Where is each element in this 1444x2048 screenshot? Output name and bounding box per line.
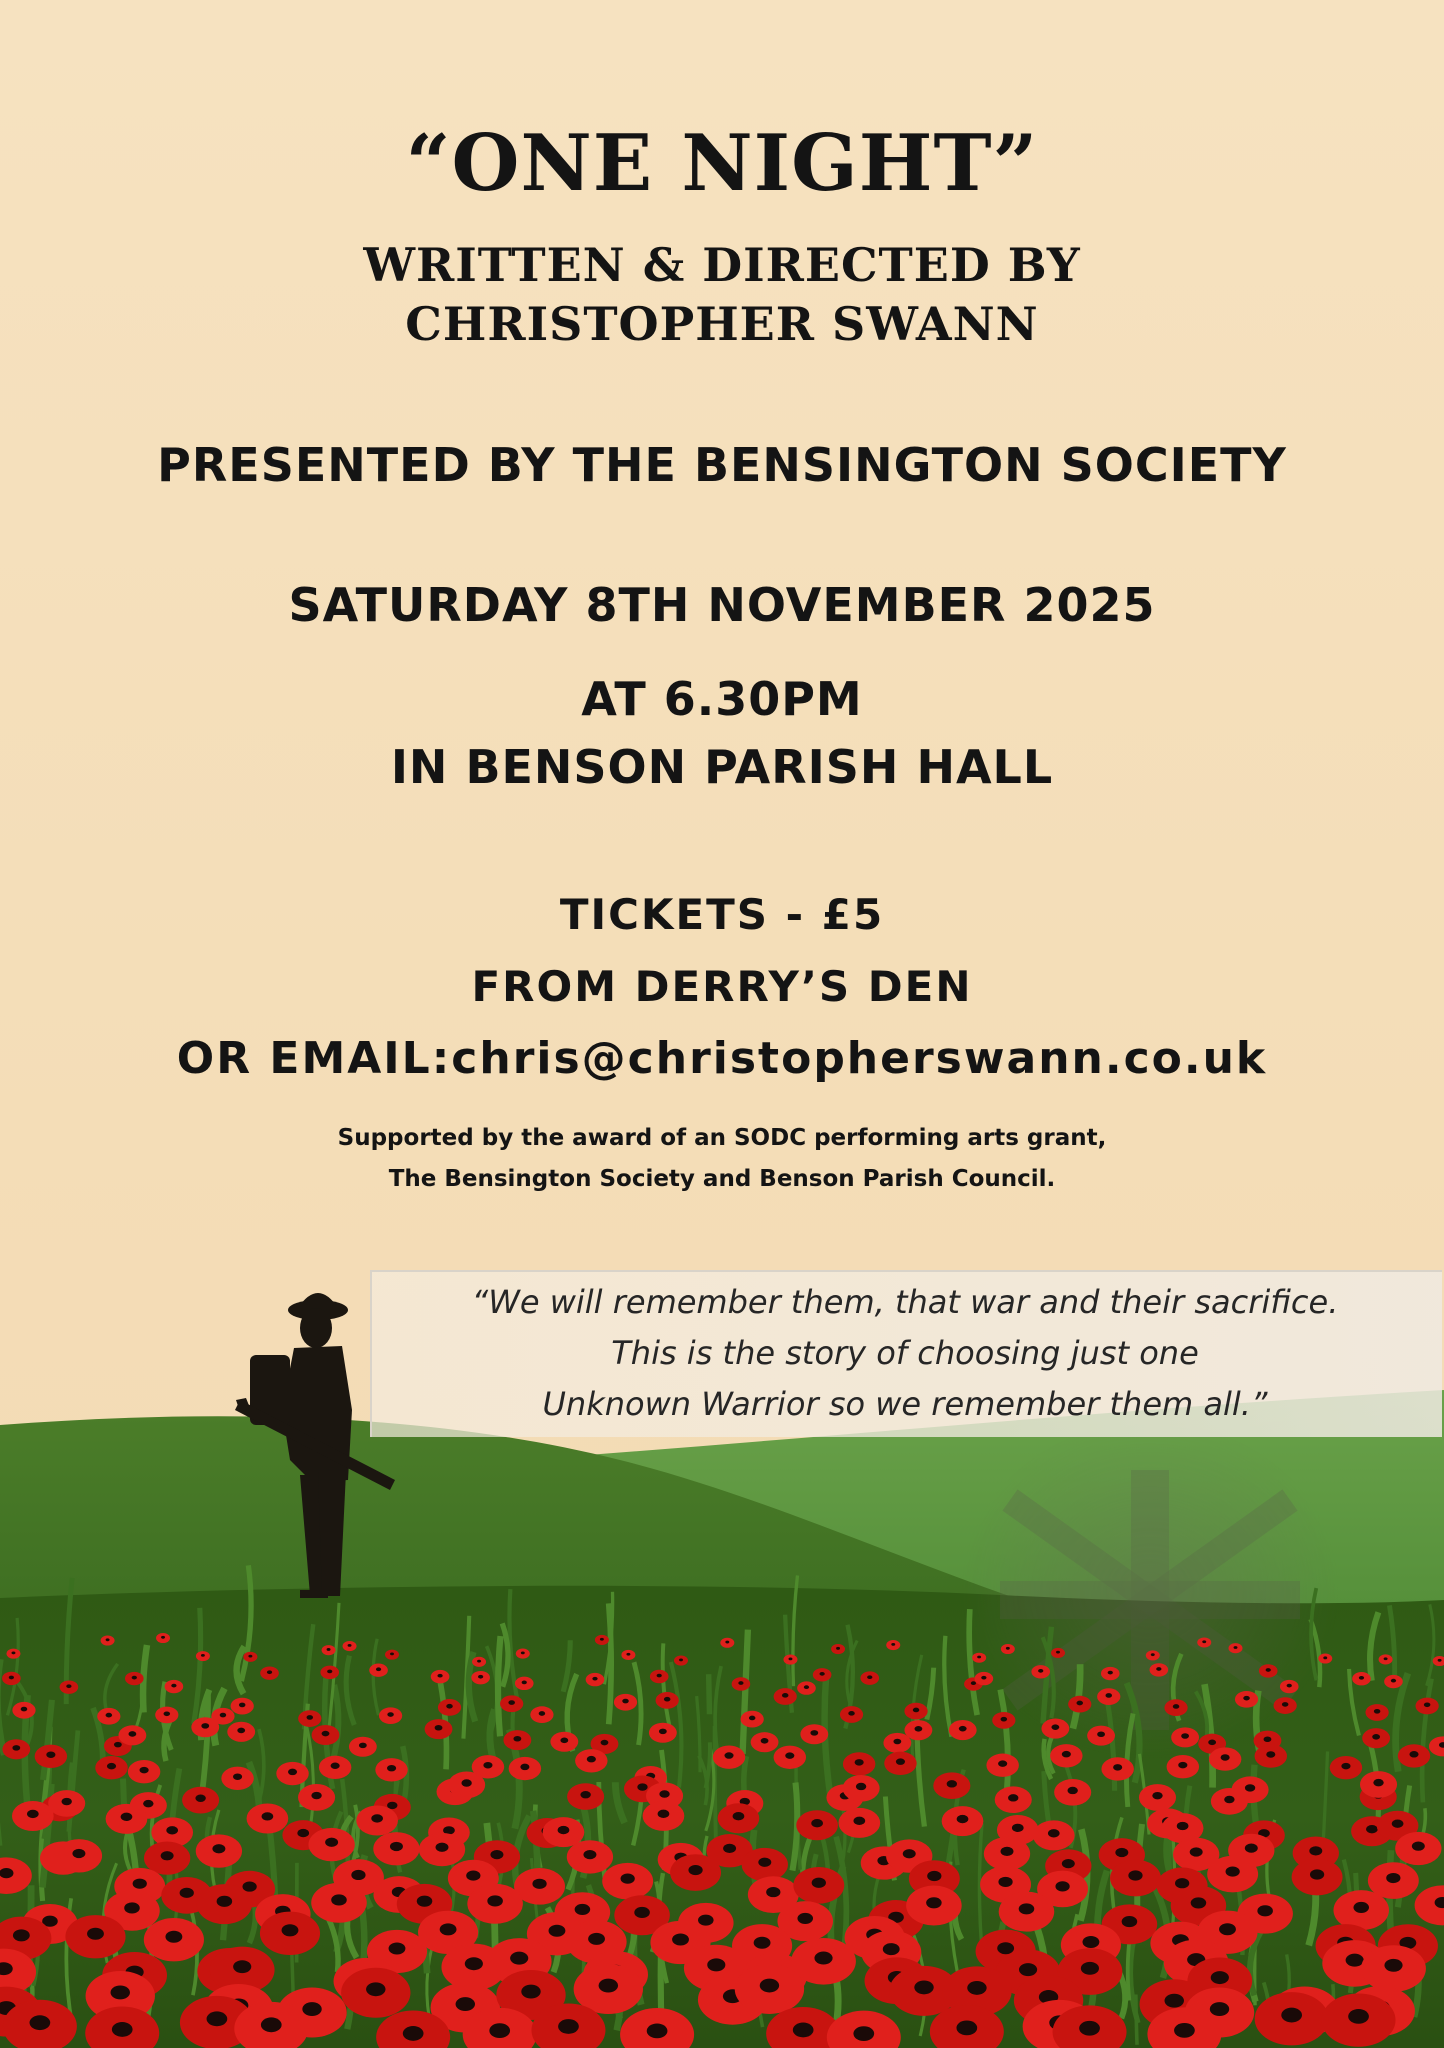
poppy-flower bbox=[500, 1695, 523, 1712]
poppy-flower bbox=[1031, 1665, 1050, 1678]
poppy-flower bbox=[1255, 1744, 1287, 1767]
poppy-flower bbox=[949, 1720, 977, 1740]
poppy-flower bbox=[720, 1638, 734, 1648]
poppy-flower bbox=[343, 1641, 357, 1651]
poppy-flower bbox=[448, 1772, 485, 1799]
poppy-flower bbox=[1274, 1697, 1297, 1714]
poppy-flower bbox=[1097, 1688, 1120, 1705]
poppy-flower bbox=[904, 1720, 932, 1740]
poppy-flower bbox=[1395, 1832, 1441, 1865]
poppy-flower bbox=[986, 1754, 1018, 1777]
poppy-flower bbox=[1171, 1727, 1199, 1747]
grass-blade bbox=[502, 1623, 508, 1686]
poppy-flower bbox=[670, 1854, 721, 1891]
poppy-flower bbox=[567, 1783, 604, 1810]
poppy-flower bbox=[419, 1833, 465, 1866]
grass-blade bbox=[346, 1656, 354, 1725]
grass-blade bbox=[0, 1659, 4, 1755]
poppy-flower bbox=[751, 1732, 779, 1752]
poppy-flower bbox=[1146, 1650, 1160, 1660]
poppy-flower bbox=[713, 1745, 745, 1768]
poppy-flower bbox=[369, 1663, 388, 1676]
poppy-flower bbox=[1322, 1993, 1396, 2046]
grass-blade bbox=[1389, 1605, 1394, 1683]
grass-blade bbox=[709, 1674, 710, 1714]
grass-blade bbox=[927, 1668, 934, 1720]
poppy-flower bbox=[431, 1670, 450, 1683]
poppy-flower bbox=[101, 1635, 115, 1645]
poppy-flower bbox=[191, 1717, 219, 1737]
poppy-flower bbox=[182, 1787, 219, 1814]
credit-line: WRITTEN & DIRECTED BY bbox=[363, 238, 1081, 292]
quote-line2: This is the story of choosing just one bbox=[611, 1334, 1199, 1372]
grass-blade bbox=[563, 1640, 570, 1691]
poppy-flower bbox=[797, 1681, 816, 1694]
poppy-flower bbox=[860, 1671, 879, 1684]
poppy-flower bbox=[298, 1710, 321, 1727]
poppy-flower bbox=[472, 1657, 486, 1667]
poppy-flower bbox=[1001, 1644, 1015, 1654]
poppy-flower bbox=[425, 1719, 453, 1739]
poppy-flower bbox=[800, 1724, 828, 1744]
quote-line3: Unknown Warrior so we remember them all.” bbox=[542, 1385, 1268, 1423]
poppy-flower bbox=[886, 1640, 900, 1650]
poppy-flower bbox=[95, 1756, 127, 1779]
poppy-flower bbox=[1416, 1698, 1439, 1715]
poppy-flower bbox=[1054, 1779, 1091, 1806]
poppy-flower bbox=[196, 1834, 242, 1867]
poppy-flower bbox=[1164, 1699, 1187, 1716]
poppy-flower bbox=[567, 1840, 613, 1873]
poppy-flower bbox=[2, 1739, 30, 1759]
poppy-flower bbox=[1398, 1744, 1430, 1767]
poppy-flower bbox=[1384, 1675, 1403, 1688]
poppy-flower bbox=[1379, 1654, 1393, 1664]
poppy-flower bbox=[1050, 1744, 1082, 1767]
poppy-flower bbox=[1229, 1643, 1243, 1653]
poppy-flower bbox=[595, 1635, 609, 1645]
poppy-flower bbox=[0, 1857, 32, 1894]
poppy-flower bbox=[813, 1668, 832, 1681]
poppy-flower bbox=[247, 1803, 289, 1833]
poppy-flower bbox=[128, 1760, 160, 1783]
poppy-flower bbox=[2, 1672, 21, 1685]
poppy-flower bbox=[125, 1672, 144, 1685]
poppy-flower bbox=[196, 1651, 210, 1661]
poppy-flower bbox=[227, 1722, 255, 1742]
poppy-flower bbox=[503, 1730, 531, 1750]
grass-blade bbox=[136, 1688, 143, 1729]
poppy-flower bbox=[322, 1645, 336, 1655]
poppy-flower bbox=[530, 1706, 553, 1723]
poppy-flower bbox=[516, 1649, 530, 1659]
grass-blade bbox=[7, 1618, 18, 1715]
poppy-flower bbox=[12, 1702, 35, 1719]
event-date: SATURDAY 8TH NOVEMBER 2025 bbox=[288, 578, 1156, 632]
poppy-flower bbox=[975, 1672, 994, 1685]
poppy-flower bbox=[1139, 1784, 1176, 1811]
poppy-flower bbox=[106, 1804, 148, 1834]
poppy-flower bbox=[586, 1673, 605, 1686]
poppy-flower bbox=[1259, 1664, 1278, 1677]
poppy-flower bbox=[231, 1698, 254, 1715]
ticket-price: TICKETS - £5 bbox=[559, 890, 885, 939]
poppy-flower bbox=[509, 1757, 541, 1780]
poppy-flower bbox=[1041, 1719, 1069, 1739]
poppy-flower bbox=[840, 1706, 863, 1723]
poppy-flower bbox=[774, 1746, 806, 1769]
poppy-flower bbox=[308, 1828, 354, 1861]
poppy-flower bbox=[933, 1772, 970, 1799]
poppy-flower bbox=[643, 1801, 685, 1831]
poppy-flower bbox=[1280, 1680, 1299, 1693]
poppy-flower bbox=[843, 1752, 875, 1775]
grass-blade bbox=[328, 1918, 338, 1972]
poppy-flower bbox=[972, 1653, 986, 1663]
poppy-flower bbox=[602, 1863, 653, 1900]
poppy-flower bbox=[349, 1737, 377, 1757]
poppy-flower bbox=[1197, 1637, 1211, 1647]
poppy-flower bbox=[1365, 1704, 1388, 1721]
poppy-flower bbox=[831, 1644, 845, 1654]
grass-blade bbox=[373, 1639, 378, 1715]
poppy-flower bbox=[732, 1677, 751, 1690]
poppy-flower bbox=[614, 1694, 637, 1711]
poppy-flower bbox=[118, 1725, 146, 1745]
poppy-flower bbox=[904, 1703, 927, 1720]
grass-blade bbox=[241, 1565, 251, 1681]
poppy-flower bbox=[260, 1666, 279, 1679]
poppy-flower bbox=[1087, 1726, 1115, 1746]
grass-blade bbox=[944, 1636, 951, 1737]
poppy-flower bbox=[674, 1656, 688, 1666]
poppy-flower bbox=[1318, 1653, 1332, 1663]
poppy-flower bbox=[783, 1655, 797, 1665]
grass-blade bbox=[1427, 1604, 1434, 1685]
grass-blade bbox=[743, 1630, 748, 1754]
poppy-flower bbox=[995, 1786, 1032, 1813]
poppy-flower bbox=[1362, 1728, 1390, 1748]
poppy-flower bbox=[774, 1688, 797, 1705]
contact-email: OR EMAIL:chris@christopherswann.co.uk bbox=[176, 1033, 1268, 1084]
poppy-flower bbox=[1101, 1667, 1120, 1680]
poppy-flower bbox=[718, 1803, 760, 1833]
poppy-flower bbox=[838, 1808, 880, 1838]
grass-blade bbox=[1370, 1612, 1378, 1680]
poppy-flower bbox=[843, 1775, 880, 1802]
poster-title: “ONE NIGHT” bbox=[405, 118, 1039, 209]
poppy-flower bbox=[999, 1892, 1055, 1932]
poppy-flower bbox=[1292, 1859, 1343, 1896]
poppy-flower bbox=[65, 1915, 125, 1958]
poppy-flower bbox=[35, 1745, 67, 1768]
poppy-flower bbox=[341, 1968, 410, 2018]
support-note-line1: Supported by the award of an SODC performing arts grant, bbox=[337, 1125, 1107, 1151]
poppy-flower bbox=[1352, 1672, 1371, 1685]
poppy-flower bbox=[742, 1848, 788, 1881]
ticket-outlet: FROM DERRY’S DEN bbox=[471, 962, 973, 1011]
author-name: CHRISTOPHER SWANN bbox=[405, 297, 1039, 351]
poppy-flower bbox=[656, 1692, 679, 1709]
poppy-flower bbox=[1209, 1747, 1241, 1770]
poppy-flower bbox=[793, 1867, 844, 1904]
poppy-flower bbox=[60, 1680, 79, 1693]
poppy-flower bbox=[260, 1912, 320, 1955]
poppy-flower bbox=[144, 1918, 204, 1961]
poppy-flower bbox=[467, 1884, 523, 1924]
poppy-flower bbox=[56, 1839, 102, 1872]
poppy-flower bbox=[471, 1671, 490, 1684]
poppy-field bbox=[0, 1260, 1444, 2048]
poppy-flower bbox=[221, 1767, 253, 1790]
poppy-flower bbox=[791, 1938, 856, 1985]
poppy-flower bbox=[375, 1758, 407, 1781]
poppy-flower bbox=[320, 1666, 339, 1679]
grass-blade bbox=[1422, 1679, 1431, 1803]
poppy-flower bbox=[992, 1712, 1015, 1729]
poppy-flower bbox=[620, 2008, 694, 2048]
poppy-flower bbox=[379, 1707, 402, 1724]
poppy-flower bbox=[1330, 1756, 1362, 1779]
poppy-flower bbox=[373, 1832, 419, 1865]
poppy-flower bbox=[97, 1708, 120, 1725]
poppy-flower bbox=[165, 1680, 184, 1693]
poppy-flower bbox=[650, 1670, 669, 1683]
poppy-flower bbox=[1033, 1820, 1075, 1850]
poppy-flower bbox=[276, 1762, 308, 1785]
poppy-flower bbox=[197, 1884, 253, 1924]
poppy-flower bbox=[741, 1711, 764, 1728]
poppy-flower bbox=[1235, 1691, 1258, 1708]
poppy-flower bbox=[312, 1725, 340, 1745]
poppy-flower bbox=[550, 1732, 578, 1752]
grass-blade bbox=[498, 1636, 501, 1736]
poppy-flower bbox=[1433, 1656, 1444, 1666]
poppy-flower bbox=[1110, 1860, 1161, 1897]
grass-blade bbox=[194, 1608, 201, 1724]
poppy-flower bbox=[984, 1837, 1030, 1870]
poppy-flower bbox=[1101, 1757, 1133, 1780]
poppy-flower bbox=[906, 1886, 962, 1926]
poppy-flower bbox=[1207, 1856, 1258, 1893]
grass-blade bbox=[671, 1662, 682, 1788]
presented-by: PRESENTED BY THE BENSINGTON SOCIETY bbox=[157, 438, 1287, 492]
poppy-flower bbox=[942, 1806, 984, 1836]
poppy-flower bbox=[156, 1633, 170, 1643]
poppy-flower bbox=[1068, 1696, 1091, 1713]
poppy-flower bbox=[1255, 1992, 1329, 2045]
poppy-flower bbox=[155, 1707, 178, 1724]
poppy-flower bbox=[311, 1883, 367, 1923]
poppy-flower bbox=[1361, 1945, 1426, 1992]
support-note-line2: The Bensington Society and Benson Parish Council. bbox=[388, 1166, 1056, 1192]
poppy-flower bbox=[6, 1649, 20, 1659]
poppy-flower bbox=[243, 1652, 257, 1662]
poppy-flower bbox=[1360, 1771, 1397, 1798]
poppy-flower bbox=[649, 1723, 677, 1743]
poppy-flower bbox=[515, 1677, 534, 1690]
grass-blade bbox=[509, 1589, 519, 1708]
poppy-flower bbox=[12, 1801, 54, 1831]
poppy-flower bbox=[884, 1752, 916, 1775]
poppy-flower bbox=[735, 1964, 804, 2014]
poppy-flower bbox=[385, 1650, 399, 1660]
poppy-flower bbox=[48, 1790, 85, 1817]
poppy-flower bbox=[1232, 1776, 1269, 1803]
grass-blade bbox=[793, 1575, 798, 1686]
poppy-flower bbox=[298, 1784, 335, 1811]
poppy-flower bbox=[1429, 1736, 1444, 1756]
poppy-flower bbox=[1333, 1890, 1389, 1930]
poppy-flower bbox=[1415, 1885, 1444, 1925]
event-time: AT 6.30PM bbox=[581, 672, 863, 726]
poppy-flower bbox=[796, 1810, 838, 1840]
poppy-flower bbox=[356, 1806, 398, 1836]
poppy-flower bbox=[319, 1756, 351, 1779]
poppy-flower bbox=[621, 1650, 635, 1660]
poppy-flower bbox=[1150, 1663, 1169, 1676]
event-venue: IN BENSON PARISH HALL bbox=[390, 740, 1054, 794]
poppy-flower bbox=[1051, 1648, 1065, 1658]
poppy-flower bbox=[1167, 1755, 1199, 1778]
poppy-flower bbox=[575, 1749, 607, 1772]
poppy-flower bbox=[438, 1699, 461, 1716]
quote-line1: “We will remember them, that war and their sacrifice. bbox=[471, 1283, 1339, 1321]
grass-blade bbox=[615, 1782, 624, 1823]
grass-blade bbox=[706, 1742, 710, 1788]
